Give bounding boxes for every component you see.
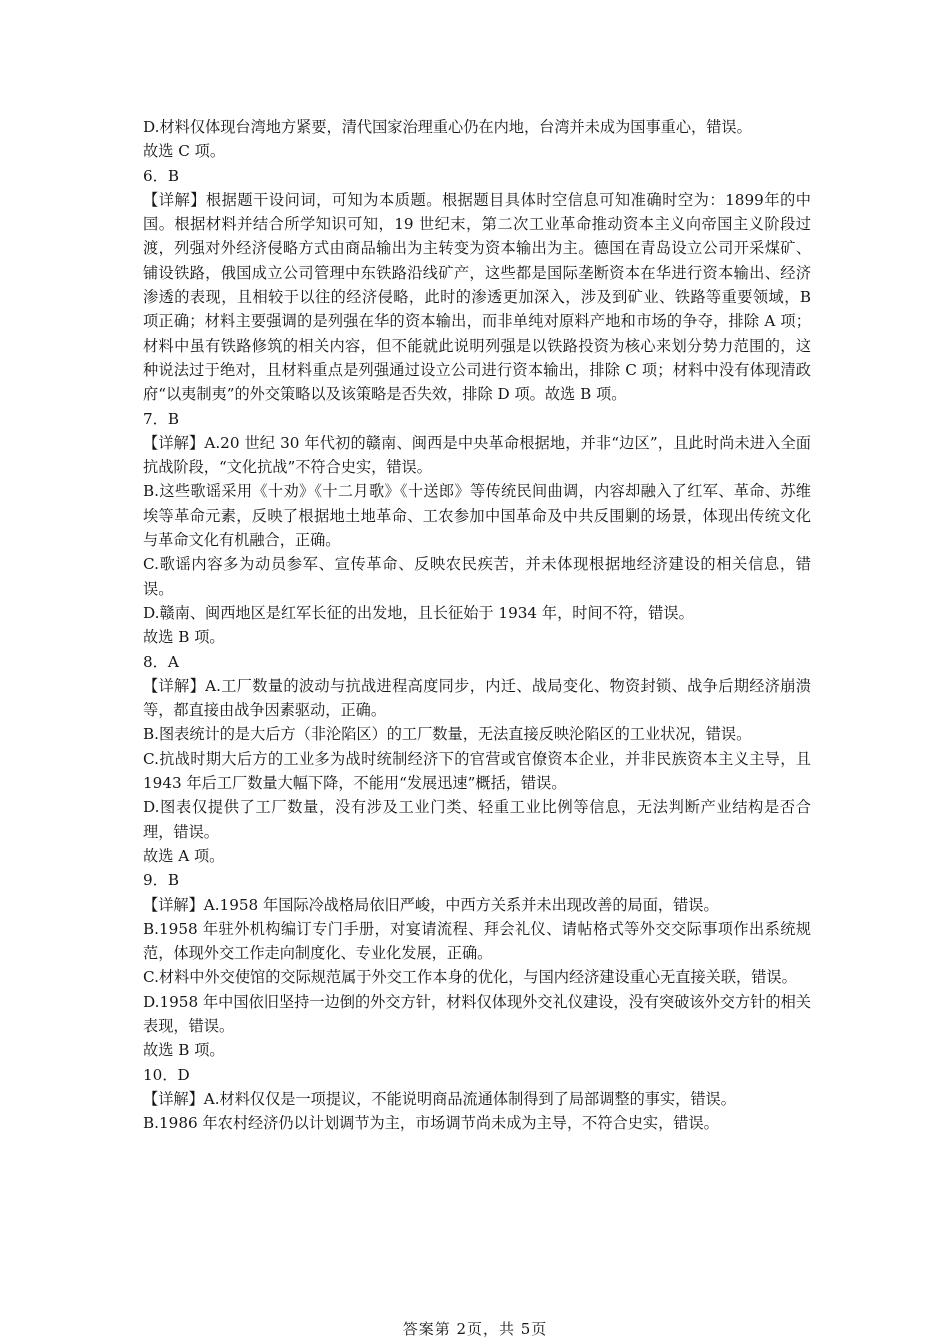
question-7-option-b: B.这些歌谣采用《十劝》《十二月歌》《十送郎》等传统民间曲调，内容却融入了红军、革命、苏维埃等革命元素，反映了根据地土地革命、工农参加中国革命及中共反围剿的场景，体现出传统文化与革命文化有机融合，正确。 bbox=[143, 482, 811, 550]
question-7-option-c: C.歌谣内容多为动员参军、宣传革命、反映农民疾苦，并未体现根据地经济建设的相关信息，错误。 bbox=[143, 555, 811, 598]
question-10-option-a: 【详解】A.材料仅仅是一项提议，不能说明商品流通体制得到了局部调整的事实，错误。 bbox=[143, 1089, 736, 1108]
question-9-conclusion: 故选 B 项。 bbox=[143, 1041, 225, 1060]
question-8-conclusion: 故选 A 项。 bbox=[143, 846, 225, 865]
question-9-answer: 9．B bbox=[143, 871, 180, 890]
question-8-option-d: D.图表仅提供了工厂数量，没有涉及工业门类、轻重工业比例等信息，无法判断产业结构是否合理，错误。 bbox=[143, 798, 811, 841]
question-8-answer: 8．A bbox=[143, 652, 179, 671]
question-7-option-a: 【详解】A.20 世纪 30 年代初的赣南、闽西是中央革命根据地，并非“边区”，且此时尚未进入全面抗战阶段，“文化抗战”不符合史实，错误。 bbox=[143, 433, 811, 477]
question-9-option-c: C.材料中外交使馆的交际规范属于外交工作本身的优化，与国内经济建设重心无直接关联，错误。 bbox=[143, 968, 797, 987]
question-7-conclusion: 故选 B 项。 bbox=[143, 628, 225, 647]
question-6-explanation: 【详解】根据题干设问词，可知为本质题。根据题目具体时空信息可知准确时空为：1899年的中国。根据材料并结合所学知识可知，19 世纪末，第二次工业革命推动资本主义向帝国主义阶段过渡，列强对外经济侵略方式由商品输出为主转变为资本输出为主。德国在青岛设立公司开采煤矿、铺设铁路，俄国成立公司管理中东铁路沿线矿产，这些都是国际垄断资本在华进行资本输出、经济渗透的表现，且相较于以往的经济侵略，此时的渗透更加深入，涉及到矿业、铁路等重要领域，B 项正确；材料主要强调的是列强在华的资本输出，而非单纯对原料产地和市场的争夺，排除 A 项；材料中虽有铁路修筑的相关内容，但不能就此说明列强是以铁路投资为核心来划分势力范围的，这种说法过于绝对，且材料重点是列强通过设立公司进行资本输出，排除 C 项；材料中没有体现清政府“以夷制夷”的外交策略以及该策略是否失效，排除 D 项。故选 B 项。 bbox=[143, 190, 811, 404]
question-10-option-b: B.1986 年农村经济仍以计划调节为主，市场调节尚未成为主导，不符合史实，错误。 bbox=[143, 1114, 719, 1133]
question-8-option-a: 【详解】A.工厂数量的波动与抗战进程高度同步，内迁、战局变化、物资封锁、战争后期经济崩溃等，都直接由战争因素驱动，正确。 bbox=[143, 676, 811, 720]
question-9-option-a: 【详解】A.1958 年国际冷战格局依旧严峻，中西方关系并未出现改善的局面，错误。 bbox=[143, 895, 719, 914]
question-7-answer: 7．B bbox=[143, 409, 180, 428]
option-d-explanation: D.材料仅体现台湾地方紧要，清代国家治理重心仍在内地，台湾并未成为国事重心，错误。 bbox=[143, 118, 752, 136]
question-6-answer: 6．B bbox=[143, 166, 180, 185]
question-10-answer: 10．D bbox=[143, 1065, 190, 1084]
question-9-option-d: D.1958 年中国依旧坚持一边倒的外交方针，材料仅体现外交礼仪建设，没有突破该外交方针的相关表现，错误。 bbox=[143, 992, 811, 1035]
question-7-option-d: D.赣南、闽西地区是红军长征的出发地，且长征始于 1934 年，时间不符，错误。 bbox=[143, 603, 694, 622]
question-8-option-b: B.图表统计的是大后方（非沦陷区）的工厂数量，无法直接反映沦陷区的工业状况，错误。 bbox=[143, 725, 752, 744]
question-9-option-b: B.1958 年驻外机构编订专门手册，对宴请流程、拜会礼仪、请帖格式等外交交际事项作出系统规范，体现外交工作走向制度化、专业化发展，正确。 bbox=[143, 919, 811, 963]
question-8-option-c: C.抗战时期大后方的工业多为战时统制经济下的官营或官僚资本企业，并非民族资本主义主导，且 1943 年后工厂数量大幅下降，不能用“发展迅速”概括，错误。 bbox=[143, 749, 811, 793]
answer-text-body bbox=[143, 115, 811, 1135]
answer-choice-line: 故选 C 项。 bbox=[143, 142, 226, 161]
page-footer: 答案第 2页，共 5页 bbox=[402, 1320, 548, 1338]
